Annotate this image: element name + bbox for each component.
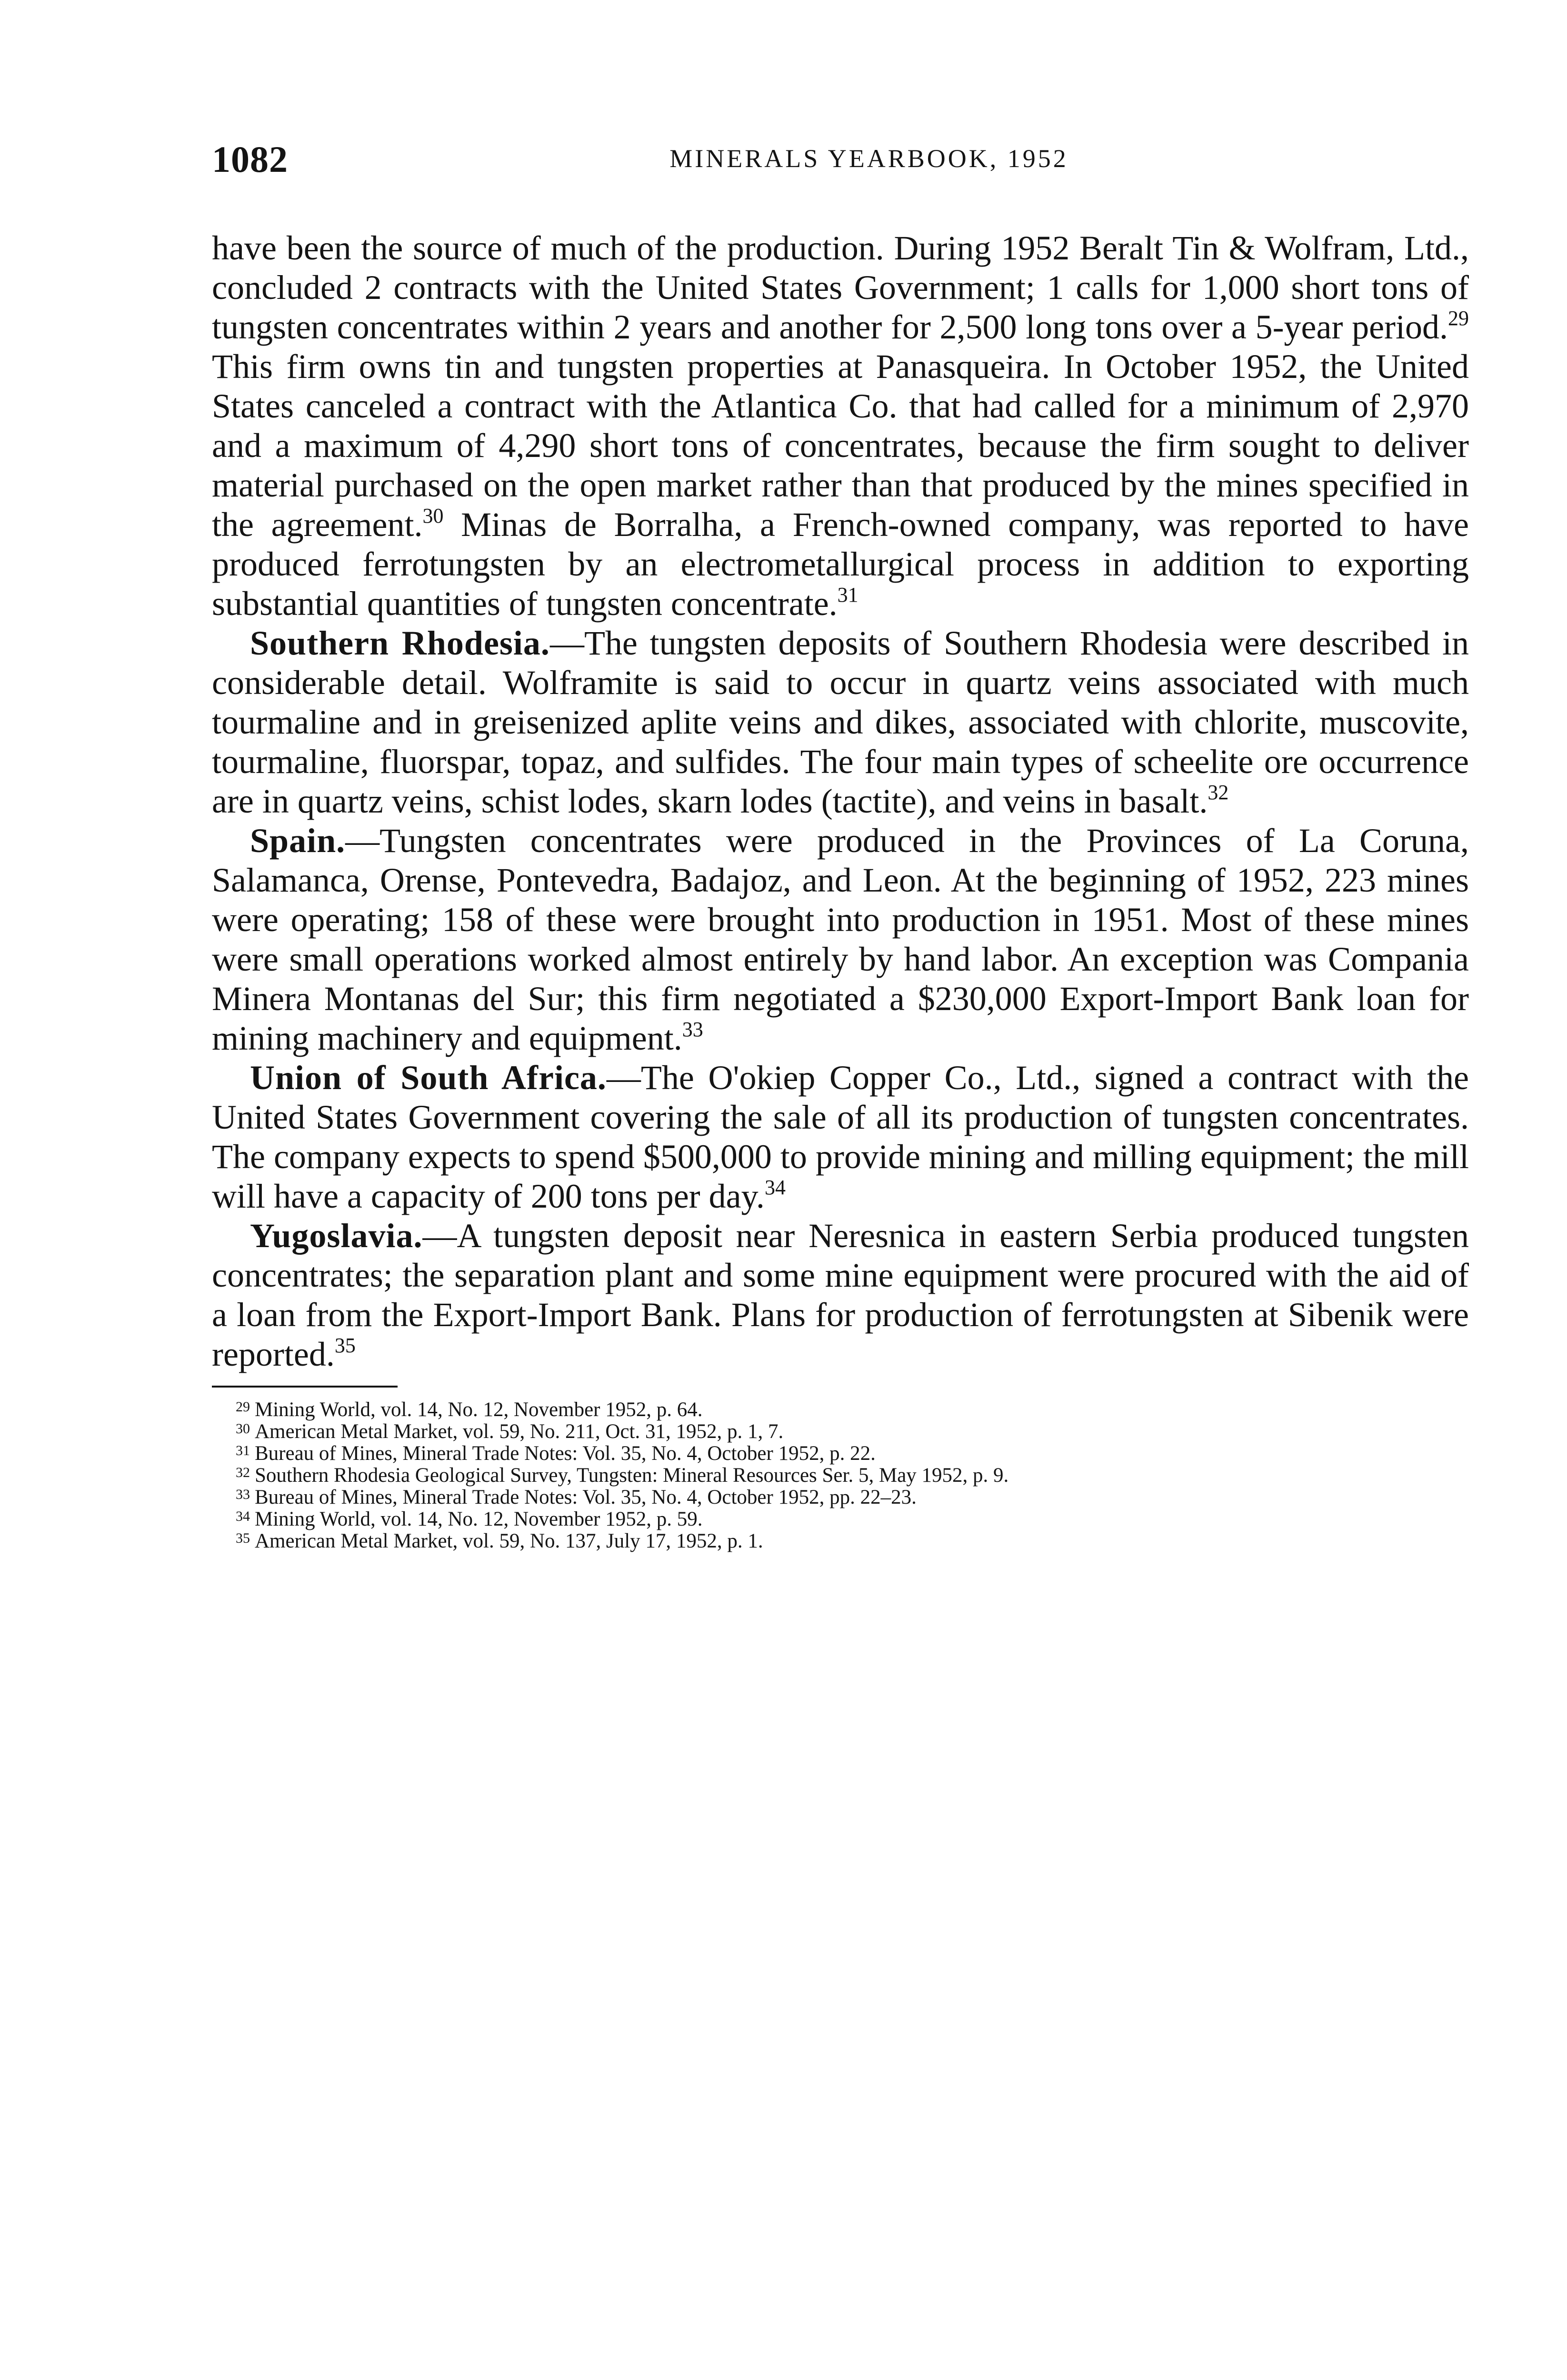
footnote-text: Mining World, vol. 14, No. 12, November 1952, p. 59. (255, 1508, 703, 1530)
paragraph-text: This firm owns tin and tungsten properties at Panasqueira. In October 1952, the United States canceled a contract with the Atlantica Co. that had called for a minimum of 2,970 and a maximum of 4,290 short tons of concentrates, because the firm sought to deliver material purchased on the open market rather than that produced by the mines specified in the agreement. (212, 347, 1469, 544)
footnote-reference: 34 (764, 1176, 786, 1199)
footnote-text: American Metal Market, vol. 59, No. 137, July 17, 1952, p. 1. (255, 1530, 763, 1552)
page-number: 1082 (212, 139, 288, 180)
footnote-number: 34 (236, 1508, 250, 1524)
section-heading: Union of South Africa. (250, 1059, 607, 1097)
paragraph (212, 228, 1469, 624)
paragraph-text: —The tungsten deposits of Southern Rhodesia were described in considerable detail. Wolframite is said to occur in quartz veins associated with much tourmaline and in greisenized aplite veins and dikes, associated with chlorite, muscovite, tourmaline, fluorspar, topaz, and sulfides. The four main types of scheelite ore occurrence are in quartz veins, schist lodes, skarn lodes (tactite), and veins in basalt. (212, 624, 1469, 820)
paragraph-text: —Tungsten concentrates were produced in the Provinces of La Coruna, Salamanca, Orense, Pontevedra, Badajoz, and Leon. At the beginning of 1952, 223 mines were operating; 158 of these were brought into production in 1951. Most of these mines were small operations worked almost entirely by hand labor. An exception was Compania Minera Montanas del Sur; this firm negotiated a $230,000 Export-Import Bank loan for mining machinery and equipment. (212, 822, 1469, 1057)
footnote (236, 1488, 1469, 1509)
footnote-number: 30 (236, 1421, 250, 1437)
section-heading: Southern Rhodesia. (250, 624, 550, 662)
footnote-number: 35 (236, 1530, 250, 1546)
running-title: MINERALS YEARBOOK, 1952 (669, 144, 1068, 173)
footnote-reference: 35 (334, 1334, 356, 1357)
footnote-reference: 33 (682, 1018, 703, 1041)
paragraph-text: Minas de Borralha, a French-owned company, was reported to have produced ferrotungsten by an electrometallurgical process in addition to exporting substantial quantities of tungsten concentrate. (212, 506, 1469, 623)
footnote-number: 33 (236, 1487, 250, 1502)
footnote-text: American Metal Market, vol. 59, No. 211, Oct. 31, 1952, p. 1, 7. (255, 1420, 784, 1443)
footnote-reference: 30 (422, 504, 444, 527)
paragraph (212, 821, 1469, 1058)
footnote (236, 1509, 1469, 1531)
footnote (236, 1422, 1469, 1444)
footnote-text: Bureau of Mines, Mineral Trade Notes: Vol. 35, No. 4, October 1952, p. 22. (255, 1442, 876, 1465)
footnote (236, 1466, 1469, 1488)
paragraph (212, 1058, 1469, 1216)
footnote (236, 1444, 1469, 1466)
footnote (236, 1400, 1469, 1422)
document-page (212, 138, 1469, 1553)
running-header (212, 138, 1469, 190)
paragraph-text: have been the source of much of the production. During 1952 Beralt Tin & Wolfram, Ltd., concluded 2 contracts with the United States Government; 1 calls for 1,000 short tons of tungsten concentrates within 2 years and another for 2,500 long tons over a 5-year period. (212, 229, 1469, 346)
footnotes (212, 1400, 1469, 1553)
body-text (212, 228, 1469, 1374)
paragraph (212, 1216, 1469, 1374)
footnote-divider (212, 1386, 398, 1388)
footnote-number: 32 (236, 1465, 250, 1480)
footnote-reference: 29 (1448, 307, 1469, 330)
footnote-text: Southern Rhodesia Geological Survey, Tungsten: Mineral Resources Ser. 5, May 1952, p. 9. (255, 1464, 1009, 1487)
section-heading: Yugoslavia. (250, 1217, 423, 1255)
paragraph (212, 624, 1469, 821)
footnote (236, 1531, 1469, 1553)
footnote-number: 31 (236, 1443, 250, 1458)
footnote-reference: 31 (837, 583, 858, 606)
paragraph-text: —The O'okiep Copper Co., Ltd., signed a contract with the United States Government covering the sale of all its production of tungsten concentrates. The company expects to spend $500,000 to provide mining and milling equipment; the mill will have a capacity of 200 tons per day. (212, 1059, 1469, 1215)
paragraph-text: —A tungsten deposit near Neresnica in eastern Serbia produced tungsten concentrates; the separation plant and some mine equipment were procured with the aid of a loan from the Export-Import Bank. Plans for production of ferrotungsten at Sibenik were reported. (212, 1217, 1469, 1373)
footnote-number: 29 (236, 1399, 250, 1415)
footnote-text: Bureau of Mines, Mineral Trade Notes: Vol. 35, No. 4, October 1952, pp. 22–23. (255, 1486, 917, 1508)
section-heading: Spain. (250, 822, 346, 860)
footnote-reference: 32 (1208, 781, 1229, 804)
footnote-text: Mining World, vol. 14, No. 12, November 1952, p. 64. (255, 1398, 703, 1421)
